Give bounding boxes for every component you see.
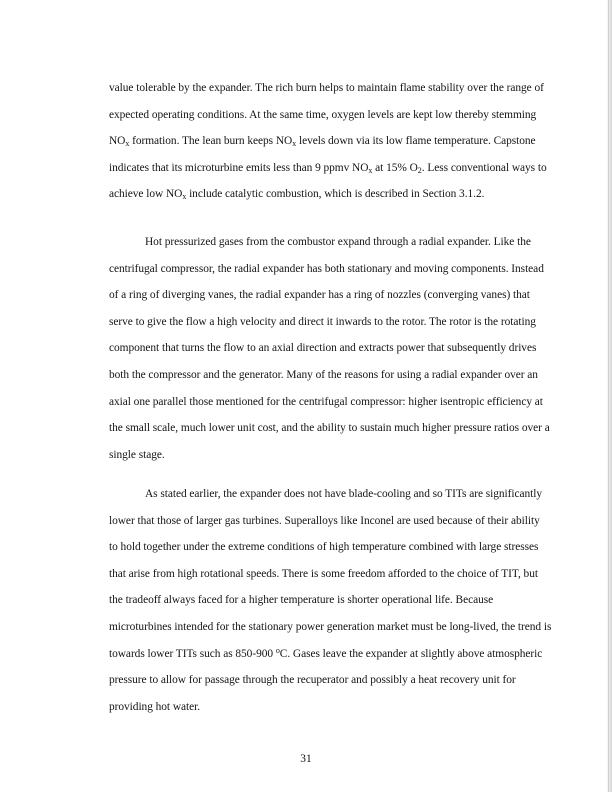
text-run: As stated earlier, the expander does not have blade-cooling and so TITs are significantly [145, 488, 543, 500]
text-line [109, 259, 549, 286]
text-run: to hold together under the extreme conditions of high temperature combined with large stresses [109, 541, 539, 554]
text-run: the tradeoff always faced for a higher temperature is shorter operational life. Because [109, 594, 494, 607]
paragraph-combustion-emissions [109, 78, 549, 211]
text-run: indicates that its microturbine emits less than 9 ppmv NO [109, 161, 369, 174]
text-run: axial one parallel those mentioned for the centrifugal compressor: higher isentropic efficiency at [109, 395, 543, 408]
text-run: pressure to allow for passage through the recuperator and possibly a heat recovery unit for [109, 674, 516, 687]
text-line [109, 564, 549, 591]
text-run: . Less conventional ways to [421, 161, 547, 174]
text-run: microturbines intended for the stationary power generation market must be long-lived, the trend is [109, 620, 552, 633]
text-run: towards lower TITs such as 850-900 [109, 647, 276, 660]
text-run: formation. The lean burn keeps NO [129, 135, 293, 148]
text-line [109, 697, 549, 724]
text-line [109, 338, 549, 365]
text-line [109, 312, 549, 339]
text-line [109, 78, 549, 105]
text-run: Hot pressurized gases from the combustor expand through a radial expander. Like the [145, 236, 531, 248]
text-run: both the compressor and the generator. Many of the reasons for using a radial expander over an [109, 368, 538, 381]
page-number: 31 [300, 753, 312, 765]
text-line [109, 184, 549, 211]
subscript-text: 2 [417, 165, 422, 175]
text-run: C. Gases leave the expander at slightly above atmospheric [279, 647, 543, 660]
text-line [109, 670, 549, 697]
text-run: centrifugal compressor, the radial expander has both stationary and moving components. Instead [109, 262, 544, 275]
text-run: value tolerable by the expander. The rich burn helps to maintain flame stability over the range of [109, 82, 544, 94]
superscript-text: o [275, 645, 280, 655]
text-line [109, 232, 549, 259]
text-run: component that turns the flow to an axial direction and extracts power that subsequently drives [109, 342, 537, 355]
text-run: single stage. [109, 448, 165, 461]
paragraph-radial-expander [109, 232, 549, 471]
text-run: the small scale, much lower unit cost, and the ability to sustain much higher pressure ratios over a [109, 422, 550, 435]
text-run: that arise from high rotational speeds. There is some freedom afforded to the choice of TIT, but [109, 567, 538, 580]
text-run: expected operating conditions. At the same time, oxygen levels are kept low thereby stemming [109, 108, 537, 121]
text-line [109, 445, 549, 472]
text-run: at 15% O [372, 161, 418, 174]
text-line [109, 285, 549, 312]
text-run: levels down via its low flame temperature. Capstone [296, 135, 536, 148]
text-line [109, 484, 549, 511]
paragraph-turbine-inlet-temperature [109, 484, 552, 723]
text-line [109, 131, 549, 158]
text-line [109, 511, 549, 538]
text-run: providing hot water. [109, 700, 201, 713]
text-run: of a ring of diverging vanes, the radial expander has a ring of nozzles (converging vanes) that [109, 289, 530, 302]
text-line [109, 590, 549, 617]
subscript-text: x [182, 192, 187, 202]
text-line [109, 644, 549, 671]
text-line [109, 105, 549, 132]
subscript-text: x [368, 165, 373, 175]
text-run: NO [109, 135, 126, 148]
subscript-text: x [292, 139, 297, 149]
text-line [109, 158, 549, 185]
text-run: lower that those of larger gas turbines. Superalloys like Inconel are used because of their ability [109, 514, 540, 527]
page-edge-shadow [606, 0, 612, 792]
text-line [109, 418, 549, 445]
text-line [109, 392, 549, 419]
subscript-text: x [125, 139, 130, 149]
text-line [109, 365, 549, 392]
text-run: serve to give the flow a high velocity and direct it inwards to the rotor. The rotor is the rotating [109, 315, 536, 328]
text-run: achieve low NO [109, 188, 183, 201]
text-line [109, 537, 549, 564]
text-line [109, 617, 552, 644]
text-run: include catalytic combustion, which is described in Section 3.1.2. [186, 188, 485, 201]
